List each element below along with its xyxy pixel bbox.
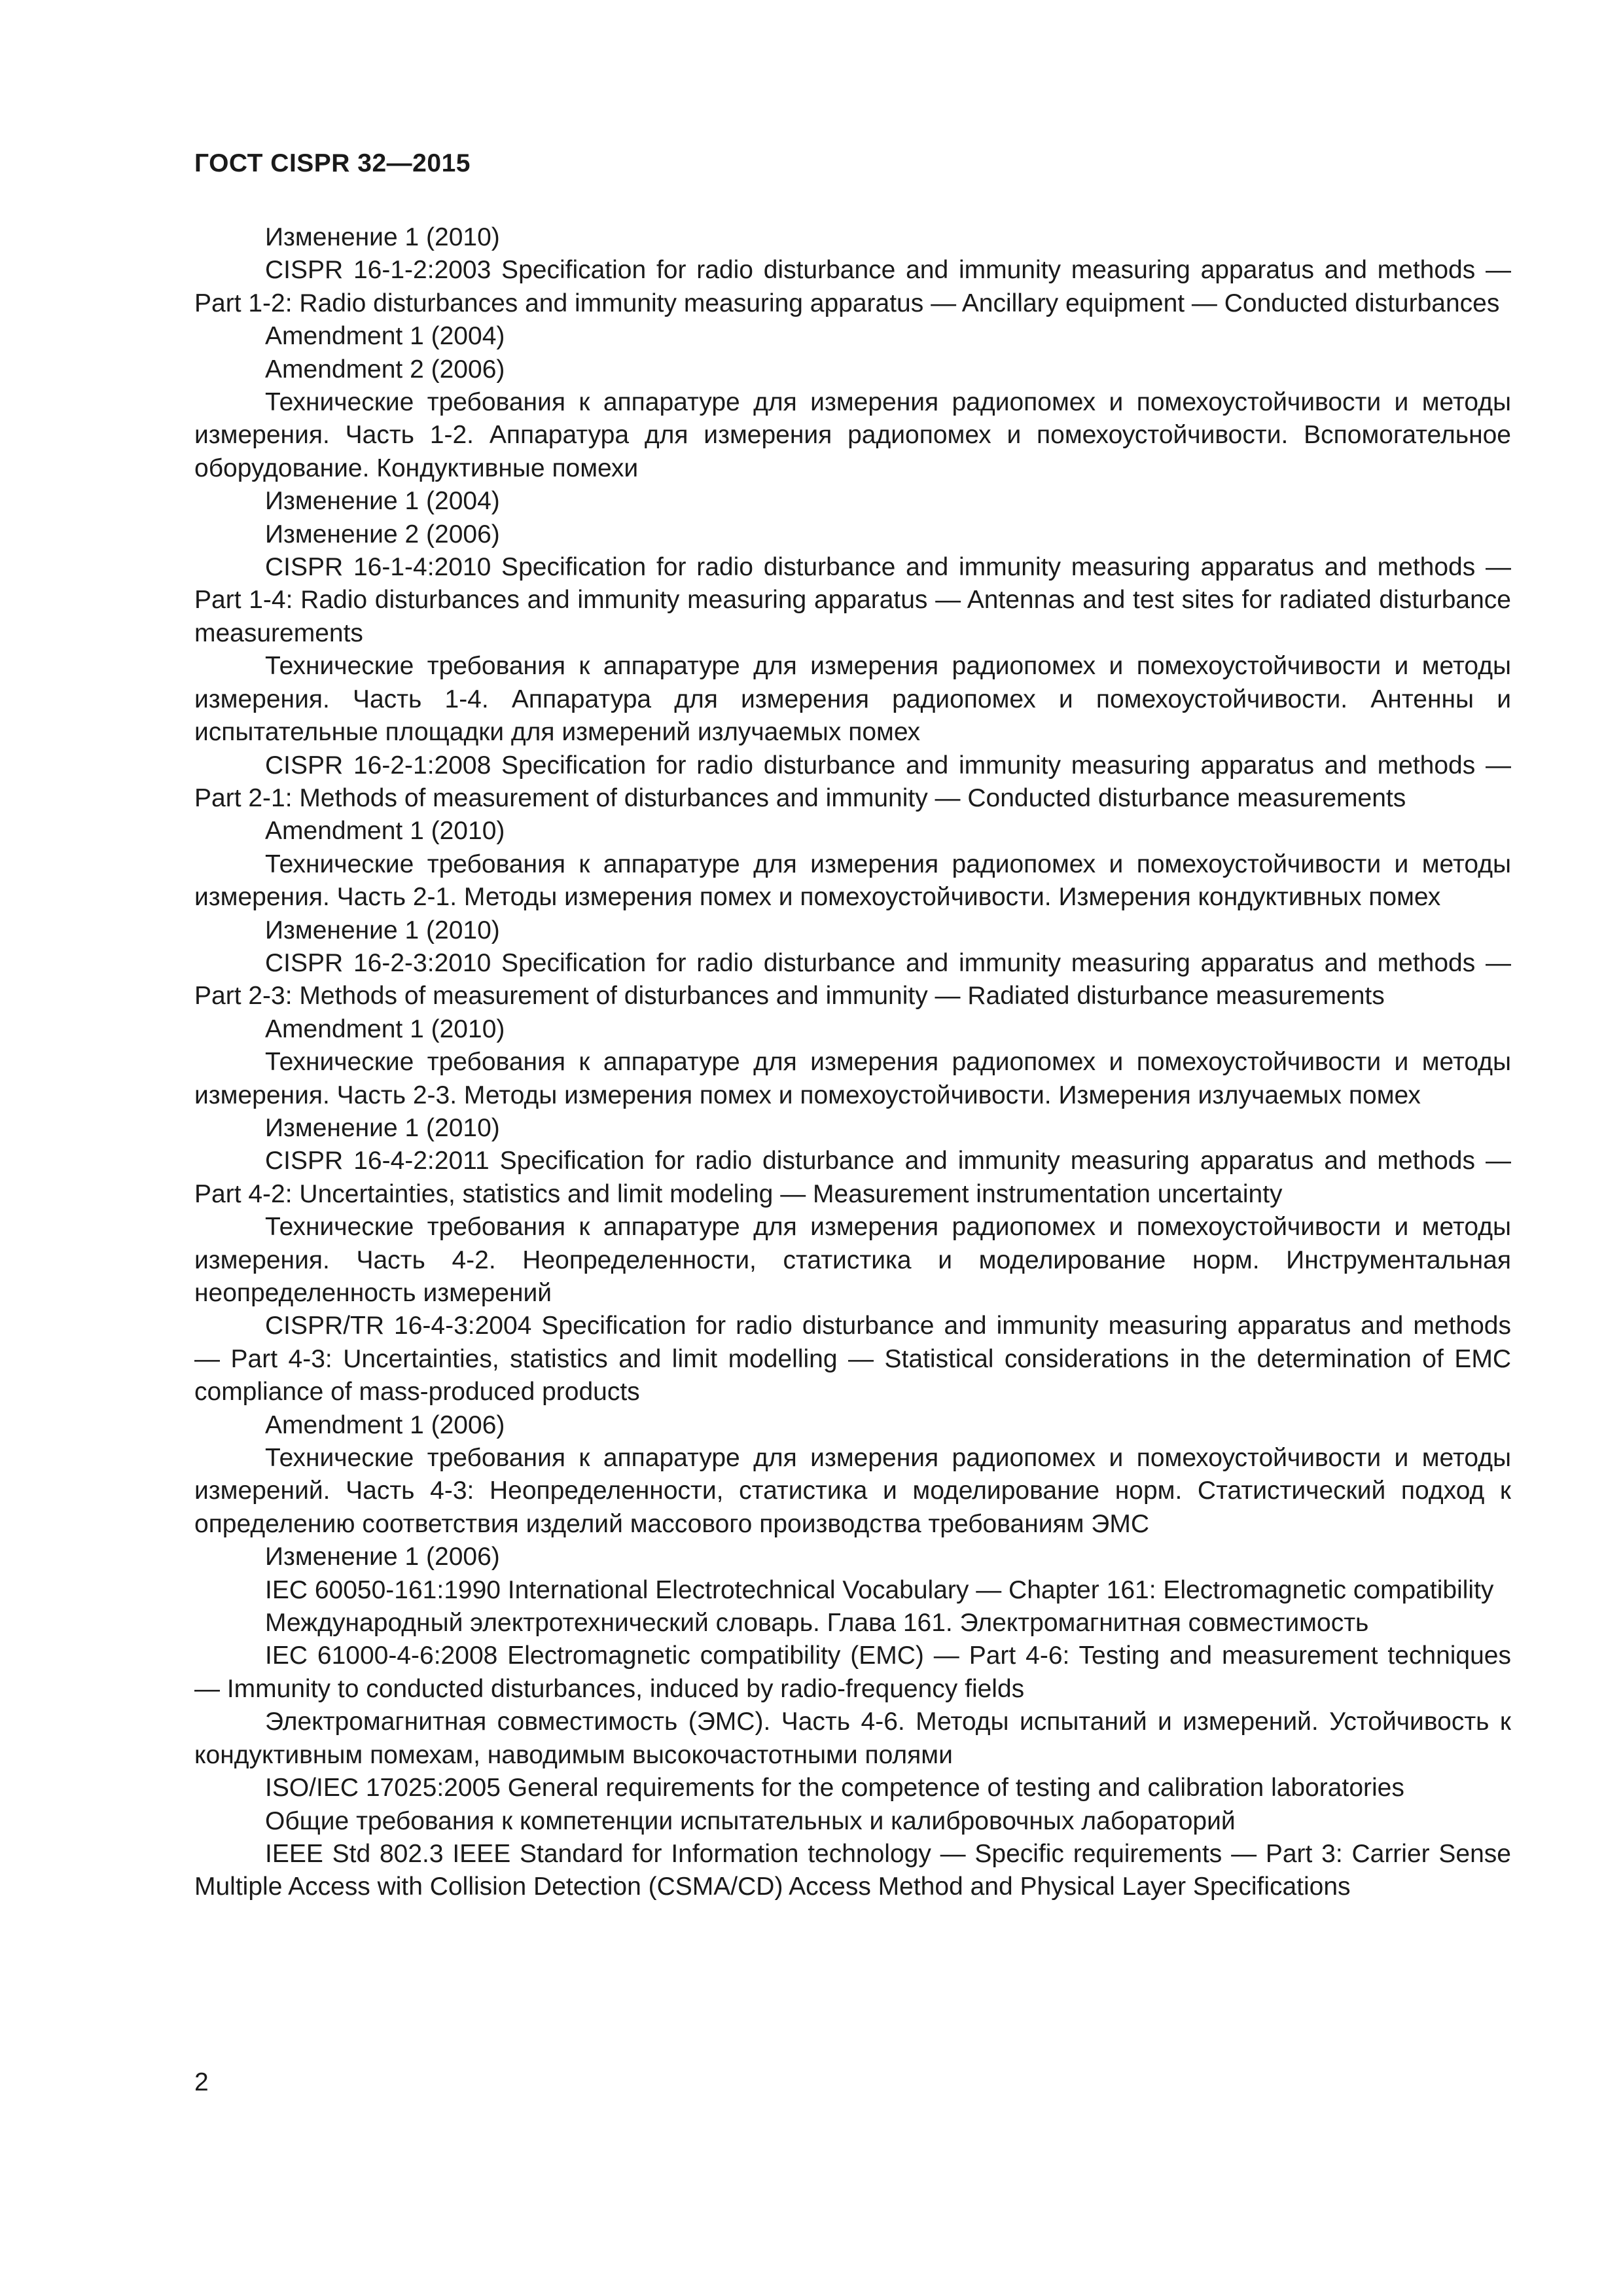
reference-paragraph: CISPR/TR 16-4-3:2004 Specification for radio disturbance and immunity measuring apparatus and methods — Part 4-3: Uncertainties, statistics and limit modelling — Statistical considerations in the determination of EMC compliance of mass-produced products [194, 1312, 1511, 1407]
reference-paragraph: Изменение 1 (2010) [265, 1113, 500, 1142]
reference-paragraph: IEEE Std 802.3 IEEE Standard for Information technology — Specific requirements — Part 3: Carrier Sense Multiple Access with Collision Detection (CSMA/CD) Access Method and Physical Layer Specifications [194, 1839, 1511, 1901]
reference-paragraph: ISO/IEC 17025:2005 General requirements for the competence of testing and calibration laboratories [265, 1774, 1404, 1803]
reference-paragraph: CISPR 16-4-2:2011 Specification for radio disturbance and immunity measuring apparatus and methods — Part 4-2: Uncertainties, statistics and limit modeling — Measurement instrumentation uncertainty [194, 1147, 1511, 1208]
reference-paragraph: IEC 61000-4-6:2008 Electromagnetic compatibility (EMC) — Part 4-6: Testing and measurement techniques — Immunity to conducted disturbances, induced by radio-frequency fields [194, 1641, 1511, 1703]
reference-paragraph: Изменение 1 (2010) [265, 916, 500, 944]
reference-paragraph: Технические требования к аппаратуре для измерения радиопомех и помехоустойчивости и методы измерения. Часть 4-2. Неопределенности, статистика и моделирование норм. Инструментальная неопределенность измерений [194, 1213, 1511, 1307]
reference-paragraph: Amendment 1 (2010) [265, 817, 505, 846]
reference-paragraph: Изменение 1 (2004) [265, 487, 500, 516]
reference-paragraph: Электромагнитная совместимость (ЭМС). Часть 4-6. Методы испытаний и измерений. Устойчивость к кондуктивным помехам, наводимым высокочастотными полями [194, 1708, 1511, 1769]
reference-paragraph: CISPR 16-1-2:2003 Specification for radio disturbance and immunity measuring apparatus and methods — Part 1-2: Radio disturbances and immunity measuring apparatus — Ancillary equipment — Conducted disturbances [194, 256, 1511, 317]
reference-paragraph: Amendment 1 (2010) [265, 1014, 505, 1043]
reference-paragraph: Amendment 2 (2006) [265, 355, 505, 384]
reference-paragraph: Технические требования к аппаратуре для измерения радиопомех и помехоустойчивости и методы измерения. Часть 2-3. Методы измерения помех и помехоустойчивости. Измерения излучаемых помех [194, 1048, 1511, 1109]
reference-paragraph: Технические требования к аппаратуре для измерения радиопомех и помехоустойчивости и методы измерения. Часть 1-2. Аппаратура для измерения радиопомех и помехоустойчивости. Вспомогательное оборудование. Кондуктивные помехи [194, 388, 1511, 482]
page-number: 2 [194, 2068, 209, 2096]
reference-paragraph: Технические требования к аппаратуре для измерения радиопомех и помехоустойчивости и методы измерения. Часть 1-4. Аппаратура для измерения радиопомех и помехоустойчивости. Антенны и испытательные площадки для измерений излучаемых помех [194, 652, 1511, 747]
reference-paragraph: Общие требования к компетенции испытательных и калибровочных лабораторий [265, 1806, 1236, 1835]
document-header: ГОСТ CISPR 32—2015 [194, 149, 471, 177]
reference-paragraph: Изменение 1 (2010) [265, 223, 500, 251]
reference-paragraph: Изменение 1 (2006) [265, 1543, 500, 1571]
reference-paragraph: CISPR 16-1-4:2010 Specification for radio disturbance and immunity measuring apparatus and methods — Part 1-4: Radio disturbances and immunity measuring apparatus — Antennas and test sites for radiated disturbance measurements [194, 553, 1511, 647]
reference-paragraph: Международный электротехнический словарь. Глава 161. Электромагнитная совместимость [265, 1609, 1369, 1638]
reference-paragraph: Технические требования к аппаратуре для измерения радиопомех и помехоустойчивости и методы измерения. Часть 2-1. Методы измерения помех и помехоустойчивости. Измерения кондуктивных помех [194, 850, 1511, 912]
reference-paragraph: Amendment 1 (2006) [265, 1410, 505, 1439]
reference-paragraph: Изменение 2 (2006) [265, 520, 500, 548]
reference-list [194, 221, 1511, 1904]
reference-paragraph: IEC 60050-161:1990 International Electrotechnical Vocabulary — Chapter 161: Electromagnetic compatibility [265, 1575, 1494, 1604]
reference-paragraph: CISPR 16-2-1:2008 Specification for radio disturbance and immunity measuring apparatus and methods — Part 2-1: Methods of measurement of disturbances and immunity — Conducted disturbance measurements [194, 751, 1511, 812]
reference-paragraph: CISPR 16-2-3:2010 Specification for radio disturbance and immunity measuring apparatus and methods — Part 2-3: Methods of measurement of disturbances and immunity — Radiated disturbance measurements [194, 948, 1511, 1011]
reference-paragraph: Amendment 1 (2004) [265, 322, 505, 351]
reference-paragraph: Технические требования к аппаратуре для измерения радиопомех и помехоустойчивости и методы измерений. Часть 4-3: Неопределенности, статистика и моделирование норм. Статистический подход к определению соответствия изделий массового производства требованиям ЭМС [194, 1444, 1511, 1538]
